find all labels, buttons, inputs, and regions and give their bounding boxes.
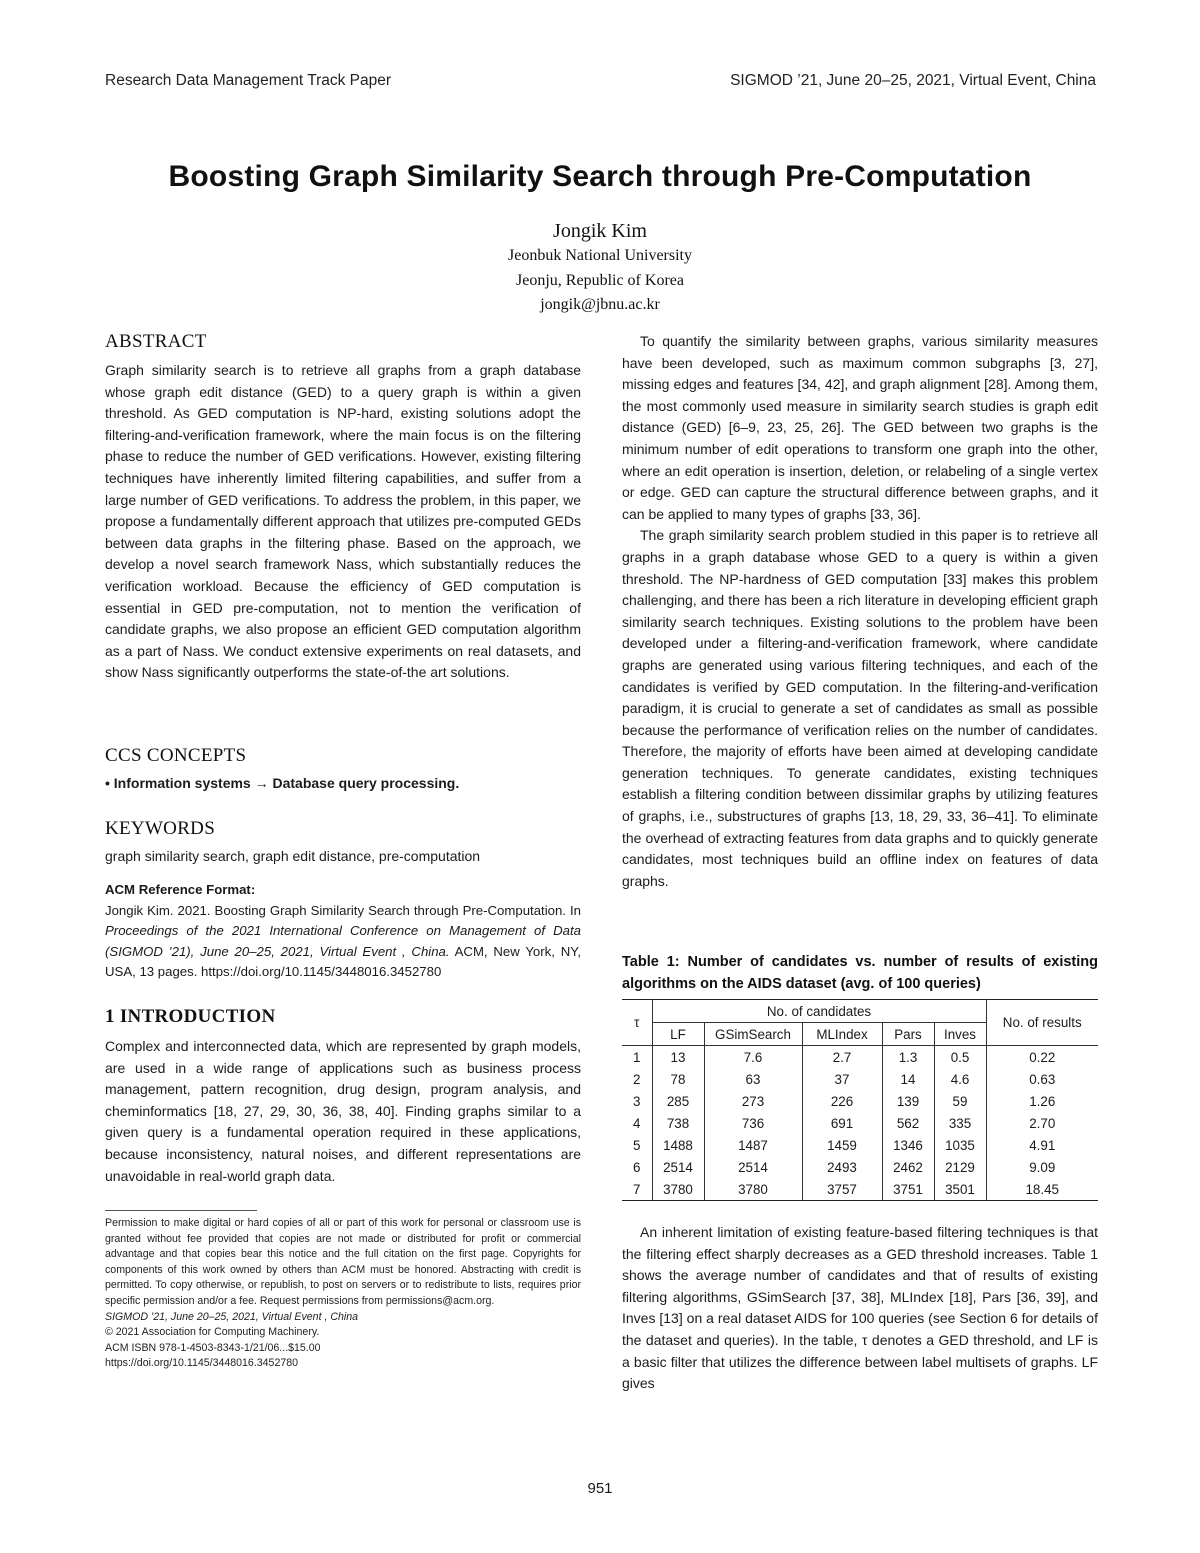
table-cell: 6 bbox=[622, 1156, 652, 1178]
abstract-section bbox=[105, 331, 581, 684]
table-cell: 1487 bbox=[704, 1134, 802, 1156]
table-cell: 1 bbox=[622, 1046, 652, 1069]
table-cell: 562 bbox=[882, 1112, 934, 1134]
table-cell: 2.70 bbox=[1029, 1115, 1056, 1131]
table-cell: 1459 bbox=[802, 1134, 882, 1156]
permission-footnote bbox=[105, 1216, 581, 1372]
table-cell: 9.09 bbox=[1029, 1159, 1056, 1175]
table-cell: 2514 bbox=[704, 1156, 802, 1178]
author-name: Jongik Kim bbox=[553, 220, 647, 242]
candidates-table bbox=[622, 999, 1098, 1201]
table-cell: 226 bbox=[802, 1090, 882, 1112]
acm-reference bbox=[105, 880, 581, 983]
table-cell: 0.5 bbox=[934, 1046, 986, 1069]
table-cell: 78 bbox=[652, 1068, 704, 1090]
table-cell: 63 bbox=[704, 1068, 802, 1090]
paper-title: Boosting Graph Similarity Search through Pre-Computation bbox=[168, 160, 1032, 193]
table-cell: 3501 bbox=[934, 1178, 986, 1201]
table-header-col: MLIndex bbox=[802, 1023, 882, 1046]
table-cell: 14 bbox=[882, 1068, 934, 1090]
acm-reference-line1: Jongik Kim. 2021. Boosting Graph Similarity Search through Pre-Computation. In bbox=[105, 902, 581, 918]
table-cell: 2493 bbox=[802, 1156, 882, 1178]
abstract-text: Graph similarity search is to retrieve all graphs from a graph database whose graph edit distance (GED) to a query graph is within a given threshold. As GED computation is NP-hard, existing solutions adopt the filtering-and-verification framework, where the main focus is on the filtering phase to reduce the number of GED verifications. However, existing filtering techniques have inherently limited filtering capabilities, and suffer from a large number of GED verifications. To address the problem, in this paper, we propose a fundamentally different approach that utilizes pre-computed GEDs between data graphs in the filtering phase. Based on the approach, we develop a novel search framework Nass, which substantially reduces the verification workload. Because the efficiency of GED computation is essential in GED pre-computation, not to mention the verification of candidate graphs, we also propose an efficient GED computation algorithm as a part of Nass. We conduct extensive experiments on real datasets, and show Nass significantly outperforms the state-of-the art solutions. bbox=[105, 362, 581, 681]
acm-reference-heading: ACM Reference Format: bbox=[105, 882, 256, 897]
table-caption: Table 1: Number of candidates vs. number of results of existing algorithms on the AIDS dataset (avg. of 100 queries) bbox=[622, 954, 1098, 992]
table-cell: 1.26 bbox=[1029, 1093, 1056, 1109]
table-cell: 2514 bbox=[652, 1156, 704, 1178]
table-cell: 2129 bbox=[934, 1156, 986, 1178]
table-cell: 691 bbox=[802, 1112, 882, 1134]
table-cell: 2.7 bbox=[802, 1046, 882, 1069]
keywords-heading: KEYWORDS bbox=[105, 818, 216, 839]
table-cell: 3780 bbox=[652, 1178, 704, 1201]
table-row bbox=[622, 1134, 1098, 1156]
right-paragraph-1: To quantify the similarity between graphs, various similarity measures have been developed, such as maximum common subgraphs [3, 27], missing edges and features [34, 42], and graph alignment [28]. Among them, the most commonly used measure in similarity search studies is graph edit distance (GED) [6–9, 23, 25, 26]. The GED between two graphs is the minimum number of edit operations to transform one graph into the other, where an edit operation is insertion, deletion, or relabeling of a single vertex or edge. GED can capture the structural difference between graphs, and it can be applied to many types of graphs [33, 36]. bbox=[622, 333, 1098, 522]
table-cell: 4.91 bbox=[1029, 1137, 1056, 1153]
introduction-section bbox=[105, 1006, 581, 1187]
ccs-heading: CCS CONCEPTS bbox=[105, 745, 247, 766]
author-email: jongik@jbnu.ac.kr bbox=[540, 296, 660, 313]
right-column-text bbox=[622, 331, 1098, 892]
table-cell: 335 bbox=[934, 1112, 986, 1134]
right-paragraph-2: The graph similarity search problem studied in this paper is to retrieve all graphs in a graph database whose GED to a query is within a given threshold. The NP-hardness of GED computation [33] makes this problem challenging, and there has been a rich literature in developing efficient graph similarity search techniques. Existing solutions to the problem have been developed under a filtering-and-verification framework, where candidate graphs are generated using various filtering techniques, and each of the candidates is verified by GED computation. In the filtering-and-verification paradigm, it is crucial to generate a set of candidates as small as possible because the performance of verification relies on the number of candidates. Therefore, the majority of efforts have been aimed at developing candidate generation techniques. To generate candidates, existing techniques establish a filtering condition between dissimilar graphs by utilizing features of graphs, i.e., substructures of graphs [13, 18, 29, 33, 36–41]. To eliminate the overhead of extracting features from data graphs and to quickly generate candidates, most techniques build an offline index on features of data graphs. bbox=[622, 527, 1098, 889]
table-cell: 139 bbox=[882, 1090, 934, 1112]
table-row bbox=[622, 1156, 1098, 1178]
table-cell: 5 bbox=[622, 1134, 652, 1156]
table-cell: 738 bbox=[652, 1112, 704, 1134]
author-location: Jeonju, Republic of Korea bbox=[516, 272, 684, 289]
table-header-col: Pars bbox=[882, 1023, 934, 1046]
table-cell: 3780 bbox=[704, 1178, 802, 1201]
abstract-heading: ABSTRACT bbox=[105, 331, 207, 352]
table-cell: 0.22 bbox=[1029, 1049, 1056, 1065]
table-cell: 1488 bbox=[652, 1134, 704, 1156]
table-row bbox=[622, 1046, 1098, 1069]
table-cell: 1.3 bbox=[882, 1046, 934, 1069]
table-header-col: LF bbox=[652, 1023, 704, 1046]
table-cell: 2462 bbox=[882, 1156, 934, 1178]
table-cell: 1346 bbox=[882, 1134, 934, 1156]
table-cell: 18.45 bbox=[986, 1178, 1098, 1201]
table-row bbox=[622, 1112, 1098, 1134]
table-header-results: No. of results bbox=[986, 1000, 1098, 1046]
running-header-right: SIGMOD ’21, June 20–25, 2021, Virtual Event, China bbox=[730, 72, 1096, 89]
ccs-text: • Information systems → Database query processing. bbox=[105, 775, 460, 791]
ccs-section bbox=[105, 745, 581, 795]
introduction-heading: 1 INTRODUCTION bbox=[105, 1006, 276, 1027]
footnote-isbn: ACM ISBN 978-1-4503-8343-1/21/06...$15.00 bbox=[105, 1341, 321, 1354]
table-cell: 1035 bbox=[934, 1134, 986, 1156]
acm-reference-proceedings: Proceedings of the 2021 International Conference on Management of Data (SIGMOD ’21), June 20–25, 2021, Virtual Event , China. bbox=[105, 923, 581, 959]
table-cell: 273 bbox=[704, 1090, 802, 1112]
right-paragraph-3: An inherent limitation of existing feature-based filtering techniques is that the filtering effect sharply decreases as a GED threshold increases. Table 1 shows the average number of candidates and that of results of existing filtering algorithms, GSimSearch [37, 38], MLIndex [18], Pars [36, 39], and Inves [13] on a real dataset AIDS for 100 queries (see Section 6 for details of the dataset and queries). In the table, τ denotes a GED threshold, and LF is a basic filter that utilizes the difference between label multisets of graphs. LF gives bbox=[622, 1224, 1098, 1392]
table-header-tau: τ bbox=[622, 1000, 652, 1046]
footnote-rule bbox=[105, 1210, 257, 1211]
introduction-paragraph-1: Complex and interconnected data, which are represented by graph models, are used in a wide range of applications such as business process management, pattern recognition, drug design, program analysis, and cheminformatics [18, 27, 29, 30, 36, 38, 40]. Finding graphs similar to a given query is a fundamental operation required in these applications, because inconsistency, natural noises, and different representations are unavoidable in real-world graph data. bbox=[105, 1038, 581, 1184]
table-header-col: Inves bbox=[934, 1023, 986, 1046]
table-cell: 13 bbox=[652, 1046, 704, 1069]
table-cell: 0.63 bbox=[1029, 1071, 1056, 1087]
table-row bbox=[622, 1178, 1098, 1201]
table-cell: 736 bbox=[704, 1112, 802, 1134]
table-cell: 3757 bbox=[802, 1178, 882, 1201]
table-cell: 2 bbox=[622, 1068, 652, 1090]
keywords-section bbox=[105, 818, 581, 868]
right-column-after-table bbox=[622, 1222, 1098, 1395]
acm-reference-text bbox=[105, 901, 581, 983]
footnote-doi: https://doi.org/10.1145/3448016.3452780 bbox=[105, 1357, 299, 1370]
table-cell: 285 bbox=[652, 1090, 704, 1112]
footnote-copyright: © 2021 Association for Computing Machinery. bbox=[105, 1326, 320, 1339]
table-cell: 3 bbox=[622, 1090, 652, 1112]
table-row bbox=[622, 1068, 1098, 1090]
table-cell: 7.6 bbox=[704, 1046, 802, 1069]
table-cell: 37 bbox=[802, 1068, 882, 1090]
running-header-left: Research Data Management Track Paper bbox=[105, 72, 392, 89]
table-cell: 59 bbox=[934, 1090, 986, 1112]
table-cell: 4 bbox=[622, 1112, 652, 1134]
author-affiliation: Jeonbuk National University bbox=[508, 247, 692, 264]
footnote-conference: SIGMOD ’21, June 20–25, 2021, Virtual Event , China bbox=[105, 1310, 359, 1323]
table-cell: 4.6 bbox=[934, 1068, 986, 1090]
table-cell: 7 bbox=[622, 1178, 652, 1201]
footnote-permission: Permission to make digital or hard copies of all or part of this work for personal or classroom use is granted without fee provided that copies are not made or distributed for profit or commercial advantage and that copies bear this notice and the full citation on the first page. Copyrights for components of this work owned by others than ACM must be honored. Abstracting with credit is permitted. To copy otherwise, or republish, to post on servers or to redistribute to lists, requires prior specific permission and/or a fee. Request permissions from permissions@acm.org. bbox=[105, 1217, 581, 1307]
table-header-col: GSimSearch bbox=[704, 1023, 802, 1046]
keywords-text: graph similarity search, graph edit distance, pre-computation bbox=[105, 848, 481, 864]
table-row bbox=[622, 1090, 1098, 1112]
page-number: 951 bbox=[587, 1480, 613, 1497]
table-header-candidates: No. of candidates bbox=[652, 1000, 986, 1023]
acm-reference-line2: ACM, New York, NY, USA, 13 pages. https://doi.org/10.1145/3448016.3452780 bbox=[105, 943, 581, 979]
table-cell: 3751 bbox=[882, 1178, 934, 1201]
